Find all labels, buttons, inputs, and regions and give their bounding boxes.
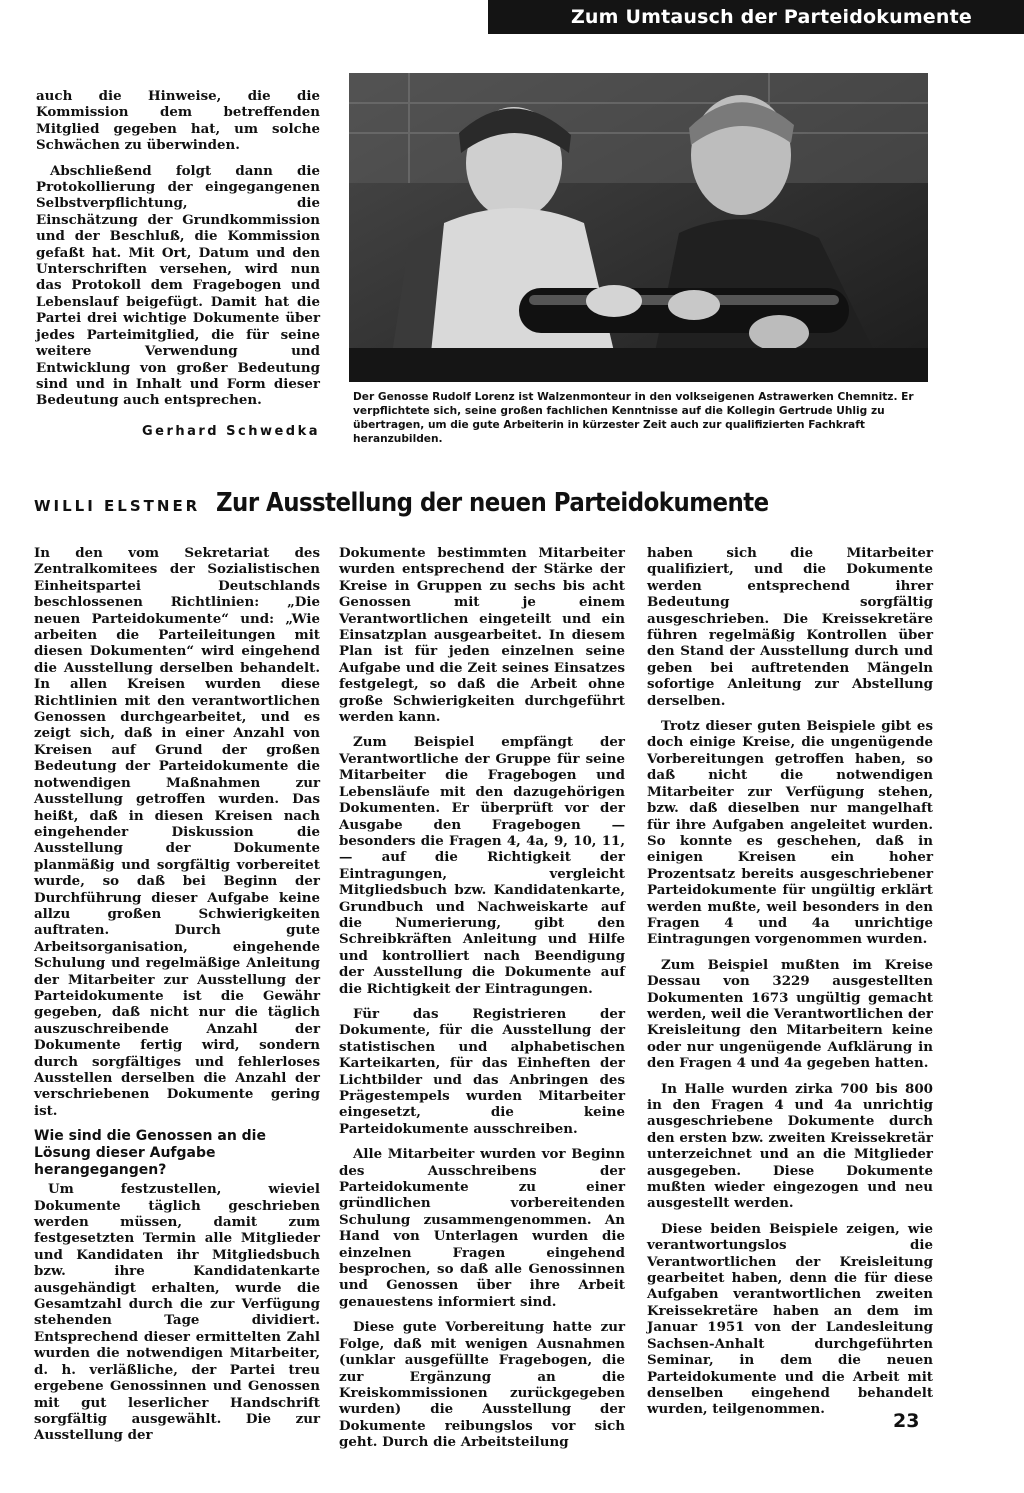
top-article-paragraph: auch die Hinweise, die die Kommission dem betreffenden Mitglied gegeben hat, um solche Schwächen zu überwinden. (36, 88, 320, 154)
top-article-text (36, 88, 320, 418)
page-number: 23 (893, 1410, 920, 1432)
photo-caption: Der Genosse Rudolf Lorenz ist Walzenmonteur in den volkseigenen Astrawerken Chemnitz. Er verpflichtete sich, seine großen fachlichen Kenntnisse auf die Kollegin Gertrude Uhlig zu übertragen, um die gute Arbeiterin in kürzester Zeit auch zur qualifizierten Fachkraft heranzubilden. (353, 391, 914, 445)
article-column-3 (647, 545, 933, 1427)
article-paragraph: haben sich die Mitarbeiter qualifiziert, und die Dokumente werden entsprechend ihrer Bedeutung sorgfältig ausgeschrieben. Die Kreissekretäre führen regelmäßig Kontrollen über den Stand der Ausstellung durch und geben bei auftretenden Mängeln sofortige Anleitung zur Abstellung derselben. (647, 545, 933, 709)
workshop-photo (349, 73, 928, 382)
article-paragraph: Trotz dieser guten Beispiele gibt es doch einige Kreise, die ungenügende Vorbereitungen getroffen haben, so daß nicht die notwendigen Mitarbeiter zur Verfügung stehen, bzw. daß dieselben nur mangelhaft für ihre Aufgaben angeleitet wurden. So konnte es geschehen, daß in einigen Kreisen ein hoher Prozentsatz bereits ausgeschriebener Parteidokumente für ungültig erklärt werden mußte, weil besonders in den Fragen 4 und 4a unrichtige Eintragungen vorgenommen wurden. (647, 718, 933, 948)
top-article-paragraph: Abschließend folgt dann die Protokollierung der eingegangenen Selbstverpflichtung, die Einschätzung der Grundkommission und der Beschluß, die Kommission gefaßt hat. Mit Ort, Datum und den Unterschriften versehen, wird nun das Protokoll dem Fragebogen und Lebenslauf beigefügt. Damit hat die Partei drei wichtige Dokumente über jedes Parteimitglied, die für seine weitere Verwendung und Entwicklung von großer Bedeutung sind und in Inhalt und Form dieser Bedeutung auch entsprechen. (36, 162, 320, 409)
article-paragraph: Zum Beispiel mußten im Kreise Dessau von 3229 ausgestellten Dokumenten 1673 ungültig gemacht werden, weil die Verantwortlichen der Kreisleitung den Mitarbeitern keine oder nur ungenügende Aufklärung in den Fragen 4 und 4a gegeben hatten. (647, 956, 933, 1072)
section-header-title: Zum Umtausch der Parteidokumente (570, 6, 972, 28)
article-paragraph: Diese beiden Beispiele zeigen, wie verantwortungslos die Verantwortlichen der Kreisleitung gearbeitet haben, denn die für diese Aufgaben verantwortlichen zweiten Kreissekretäre haben an dem im Januar 1951 von der Landesleitung Sachsen-Anhalt durchgeführten Seminar, in dem die neuen Parteidokumente und die Arbeit mit denselben eingehend behandelt wurden, teilgenommen. (647, 1220, 933, 1418)
top-article-author: Gerhard Schwedka (141, 424, 320, 439)
article-paragraph: Für das Registrieren der Dokumente, für die Ausstellung der statistischen und alphabetischen Karteikarten, für das Einheften der Lichtbilder und das Anbringen des Prägestempels wurden Mitarbeiter eingesetzt, die keine Parteidokumente ausschreiben. (339, 1005, 625, 1137)
section-header (488, 0, 1024, 34)
article-paragraph: In den vom Sekretariat des Zentralkomitees der Sozialistischen Einheitspartei Deutschlands beschlossenen Richtlinien: „Die neuen Parteidokumente“ und: „Wie arbeiten die Parteileitungen mit diesen Dokumenten“ wird eingehend die Ausstellung derselben behandelt. In allen Kreisen wurden diese Richtlinien mit den verantwortlichen Genossen durchgearbeitet, und es zeigt sich, daß in einer Anzahl von Kreisen auf Grund der großen Bedeutung der Parteidokumente die notwendigen Maßnahmen zur Ausstellung getroffen wurden. Das heißt, daß in diesen Kreisen nach eingehender Diskussion die Ausstellung der Dokumente planmäßig und sorgfältig vorbereitet wurde, so daß bei Beginn der Durchführung dieser Aufgabe keine allzu großen Schwierigkeiten auftraten. Durch gute Arbeitsorganisation, eingehende Schulung und regelmäßige Anleitung der Mitarbeiter zur Ausstellung der Parteidokumente ist die Gewähr gegeben, daß nicht nur die täglich auszuschreibende Anzahl der Dokumente fertig wird, sondern durch sorgfältiges und fehlerloses Ausstellen derselben die Anzahl der verschriebenen Dokumente gering ist. (34, 545, 320, 1119)
article-paragraph: Zum Beispiel empfängt der Verantwortliche der Gruppe für seine Mitarbeiter die Fragebogen und Lebensläufe mit den dazugehörigen Dokumenten. Er überprüft vor der Ausgabe den Fragebogen — besonders die Fragen 4, 4a, 9, 10, 11, — auf die Richtigkeit der Eintragungen, vergleicht Mitgliedsbuch bzw. Kandidatenkarte, Grundbuch und Nachweiskarte auf die Numerierung, gibt den Schreibkräften Anleitung und Hilfe und kontrolliert nach Beendigung der Ausstellung die Dokumente auf die Richtigkeit der Eintragungen. (339, 734, 625, 997)
article-byline: WILLI ELSTNER (34, 497, 201, 515)
article-paragraph: In Halle wurden zirka 700 bis 800 in den Fragen 4 und 4a unrichtig ausgeschriebene Dokumente durch den ersten bzw. zweiten Kreissekretär unterzeichnet und an die Mitglieder ausgegeben. Diese Dokumente mußten wieder eingezogen und neu ausgestellt werden. (647, 1080, 933, 1212)
article-paragraph: Um festzustellen, wieviel Dokumente täglich geschrieben werden müssen, damit zum festgesetzten Termin alle Mitglieder und Kandidaten ihr Mitgliedsbuch bzw. ihre Kandidatenkarte ausgehändigt erhalten, wurde die Gesamtzahl durch die zur Verfügung stehenden Tage dividiert. Entsprechend dieser ermittelten Zahl wurden die notwendigen Mitarbeiter, d. h. verläßliche, der Partei treu ergebene Genossinnen und Genossen mit gut leserlicher Handschrift sorgfältig ausgewählt. Die zur Ausstellung der (34, 1181, 320, 1444)
article-headline-row (34, 488, 934, 528)
workshop-photo-illustration (349, 73, 928, 382)
article-column-1 (34, 545, 320, 1453)
article-column-2 (339, 545, 625, 1460)
article-subheading: Wie sind die Genossen an die Lösung dieser Aufgabe herangegangen? (34, 1128, 266, 1179)
article-paragraph: Dokumente bestimmten Mitarbeiter wurden entsprechend der Stärke der Kreise in Gruppen zu sechs bis acht Genossen mit je einem Verantwortlichen eingeteilt und ein Einsatzplan ausgearbeitet. In diesem Plan ist für jeden einzelnen seine Aufgabe und die Zeit seines Einsatzes festgelegt, so daß die Arbeit ohne große Schwierigkeiten durchgeführt werden kann. (339, 545, 625, 726)
article-headline: Zur Ausstellung der neuen Parteidokumente (216, 488, 769, 518)
article-paragraph: Alle Mitarbeiter wurden vor Beginn des Ausschreibens der Parteidokumente zu einer gründlichen vorbereitenden Schulung zusammengenommen. An Hand von Unterlagen wurden die einzelnen Fragen eingehend besprochen, so daß alle Genossinnen und Genossen über ihre Arbeit genauestens informiert sind. (339, 1146, 625, 1310)
article-paragraph: Diese gute Vorbereitung hatte zur Folge, daß mit wenigen Ausnahmen (unklar ausgefüllte Fragebogen, die zur Ergänzung an die Kreiskommissionen zurückgegeben wurden) die Ausstellung der Dokumente reibungslos vor sich geht. Durch die Arbeitsteilung (339, 1319, 625, 1451)
